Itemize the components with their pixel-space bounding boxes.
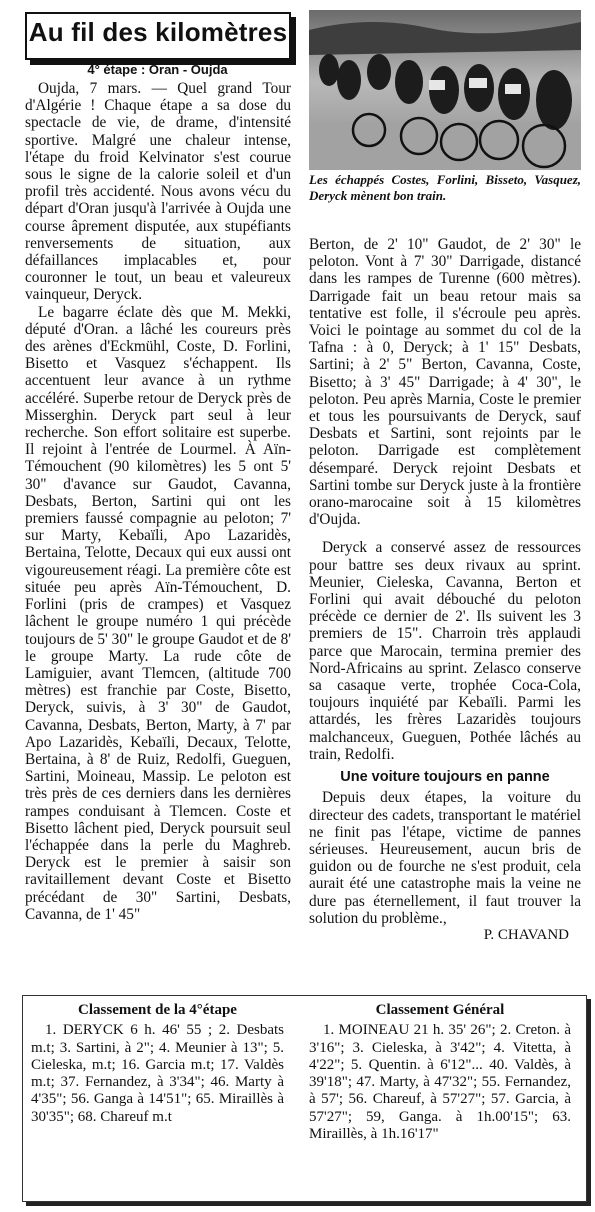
race-photo	[309, 10, 581, 170]
stage-ranking-title: Classement de la 4°étape	[78, 1002, 237, 1018]
article-paragraph-1: Oujda, 7 mars. — Quel grand Tour d'Algérie ! Chaque étape a sa dose du spectacle de vie, de drame, d'intensité sportive. Malgré une chaleur intense, l'étape du froid Kelvinator s'est courue sous le signe de la calorie soleil et d'un profil très accidenté. Nous avons vécu du départ d'Oran jusqu'à l'arrivée à Oujda une course âprement disputée, aux stupéfiants renversements de situation, aux défaillances implacables et, pour couronner le tout, un beau et valeureux vainqueur, Deryck.	[25, 80, 291, 304]
cyclists-photo-illustration	[309, 10, 581, 170]
article-paragraph-4: Depuis deux étapes, la voiture du directeur des cadets, transportant le matériel ne finit pas l'étape, victime de pannes sérieuses. Heureusement, aucun bris de guidon ou de fourche ne s'est produit, cela aurait été une catastrophe mais la veine ne dure pas éternellement, il faut trouver la solution du problème.,	[309, 789, 581, 927]
article-column-2	[309, 236, 581, 944]
article-paragraph-2: Le bagarre éclate dès que M. Mekki, député d'Oran. a lâché les coureurs près des arènes d'Eckmühl, Coste, D. Forlini, Bisetto et Vasquez s'échappent. Ils accentuent leur avance à un rythme accéléré. Superbe retour de Deryck près de Misserghin. Deryck part seul à leur recherche. Son effort solitaire est superbe. Il rejoint à l'entrée de Lourmel. À Aïn-Témouchent (90 kilomètres) les 5 ont 5' 30" d'avance sur Gaudot, Cavanna, Desbats, Berton, Sartini qui ont les premiers faussé compagnie au peloton; 7' sur Marty, Kebaïli, Apo Lazaridès, Bertaina, Telotte, Decaux qui eux aussi ont vigoureusement réagi. La première côte est située peu après Aïn-Témouchent, D. Forlini (pris de crampes) et Vasquez lâchent le groupe numéro 1 qui précède toujours de 5' 30" le groupe Gaudot et de 8' le groupe Marty. La rude côte de Lamiguier, avant Tlemcen, (altitude 700 mètres) est franchie par Coste, Bisetto, Deryck, suivis, à 3' 30" de Gaudot, Cavanna, Desbats, Berton, Marty, à 7' par Apo Lazaridès, Kebaïli, Decaux, Telotte, Bertaina, à 8' de Ruiz, Redolfi, Gueguen, Sartini, Moineau, Massip. Le peloton est très près de ces derniers dans les dernières rampes conduisant à Tlemcen. Coste et Bisetto lâchent pied, Deryck poursuit seul l'échappée dans la perle du Maghreb. Deryck est le premier à saisir son ravitaillement devant Coste et Bisetto précédant de 30" Sartini, Desbats, Cavanna, de 1' 45"	[25, 303, 291, 923]
general-ranking-text: 1. MOINEAU 21 h. 35' 26"; 2. Creton. à 3'16"; 3. Cieleska, à 3'42"; 4. Vitetta, à 4'22"; 5. Quentin. à 6'12"... 40. Valdès, à 39'18"; 47. Marty, à 47'32"; 55. Fernandez, à 57'; 56. Chareuf, à 57'27"; 57. Garcia, à 57'27"; 59, Ganga. à 1h.00'15"; 63. Miraillès, à 1h.16'17"	[309, 1022, 571, 1143]
photo-caption: Les échappés Costes, Forlini, Bisseto, Vasquez, Deryck mènent bon train.	[309, 172, 581, 203]
general-ranking-title: Classement Général	[375, 1002, 505, 1018]
stage-ranking	[31, 1002, 284, 1126]
stage-ranking-text: 1. DERYCK 6 h. 46' 55 ; 2. Desbats m.t; 3. Sartini, à 2"; 4. Meunier à 13"; 5. Cieleska, m.t; 16. Garcia m.t; 17. Valdès m.t; 37. Fernandez, à 3'34"; 46. Marty à 4'35"; 56. Ganga à 14'51"; 65. Miraillès à 30'35"; 68. Chareuf m.t	[31, 1022, 284, 1125]
general-ranking	[309, 1002, 571, 1143]
article-paragraph-2-continued: Berton, de 2' 10" Gaudot, de 2' 30" le peloton. Vont à 7' 30" Darrigade, distancé dans les rampes de Turenne (600 mètres). Darrigade fait un beau retour mais sa tentative est folle, il s'écroule peu après. Voici le pointage au sommet du col de la Tafna : à 0, Deryck; à 1' 15" Desbats, Sartini; à 2' 5" Berton, Cavanna, Coste, Bisetto; à 3' 45" Darrigade; à 4' 30", le peloton. Peu après Marnia, Coste le premier et tous les poursuivants de Deryck, sauf Desbats et Sartini, sont rejoints par le peloton. Darrigade est complètement désemparé. Deryck rejoint Desbats et Sartini tombe sur Deryck juste à la frontière orano-marocaine soit à 15 kilomètres d'Oujda.	[309, 236, 581, 529]
stage-subtitle: 4° étape : Oran - Oujda	[87, 62, 228, 77]
author-signature: P. CHAVAND	[483, 926, 569, 943]
article-paragraph-3: Deryck a conservé assez de ressources pour battre ses deux rivaux au sprint. Meunier, Cieleska, Cavanna, Berton et Forlini qui avait débouché du peloton précède ce dernier de 2'. Ils suivent les 3 premiers de 15". Charroin très applaudi parce que Marocain, termina premier des Nord-Africains au sprint. Zelasco conserve sa casaque verte, trophée Coca-Cola, toujours inquiété par Kebaïli. Parmi les attardés, les frères Lazaridès toujours malchanceux, Gueguen, Pothée lâchés au train, Redolfi.	[309, 539, 581, 763]
headline: Au fil des kilomètres	[28, 17, 288, 47]
section-subhead: Une voiture toujours en panne	[340, 769, 550, 786]
results-box	[22, 995, 587, 1202]
headline-box	[25, 12, 291, 60]
article-column-1	[25, 80, 291, 923]
